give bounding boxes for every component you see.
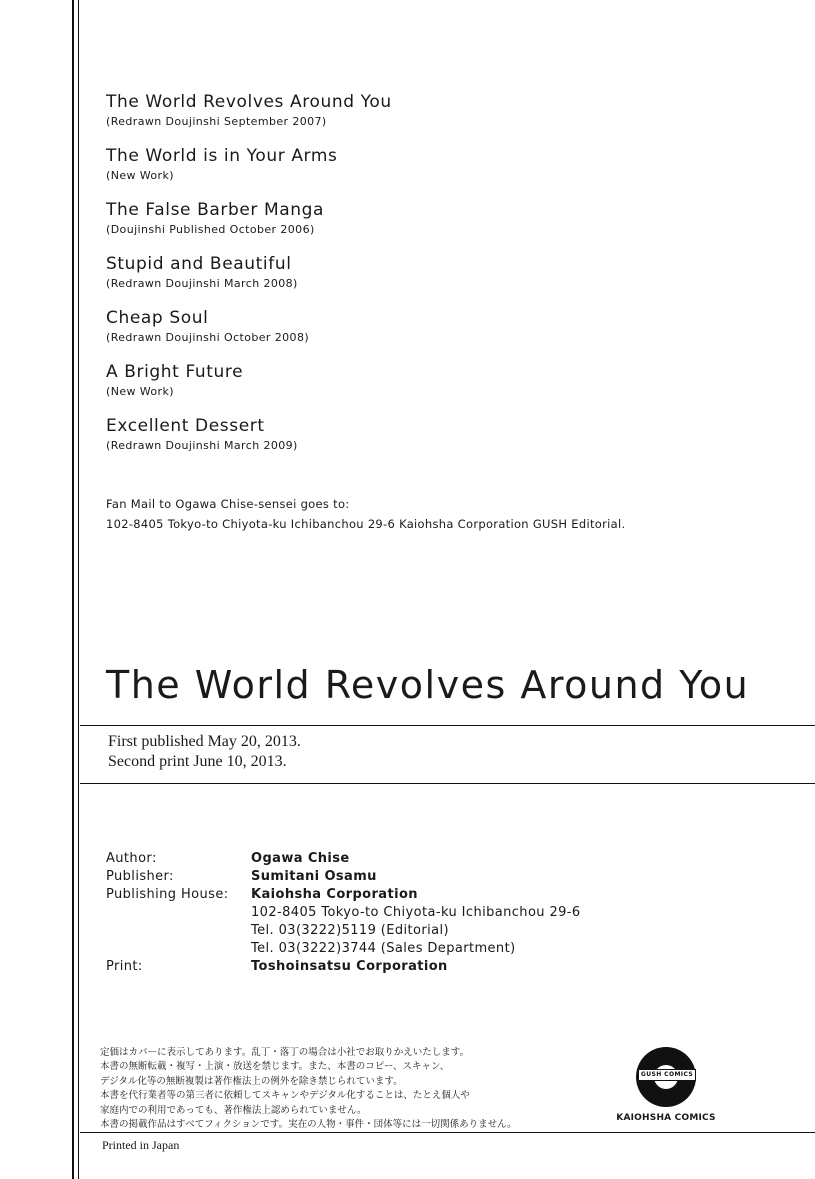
story-note: (Redrawn Doujinshi March 2009) — [106, 439, 298, 452]
credit-row-tel-editorial — [106, 922, 581, 940]
story-entry — [106, 90, 706, 144]
legal-line: 本書の無断転載・複写・上演・放送を禁じます。また、本書のコピー、スキャン、 — [100, 1061, 450, 1073]
credit-label: Print: — [106, 959, 143, 974]
credit-row-author — [106, 850, 581, 868]
credit-value: Sumitani Osamu — [251, 869, 377, 884]
story-title: Cheap Soul — [106, 308, 209, 328]
first-published: First published May 20, 2013. — [108, 733, 301, 750]
story-title: The World is in Your Arms — [106, 146, 338, 166]
divider-bottom — [80, 783, 815, 784]
publisher-logo — [612, 1043, 720, 1131]
credit-row-publisher — [106, 868, 581, 886]
story-title: A Bright Future — [106, 362, 244, 382]
story-title: The World Revolves Around You — [106, 92, 392, 112]
tel-editorial: Tel. 03(3222)5119 (Editorial) — [251, 923, 449, 938]
logo-band-text: GUSH COMICS — [638, 1069, 696, 1081]
fan-mail-address-line: 102-8405 Tokyo-to Chiyota-ku Ichibanchou 29-6 Kaiohsha Corporation GUSH Editorial. — [106, 517, 626, 531]
house-address: 102-8405 Tokyo-to Chiyota-ku Ichibanchou 29-6 — [251, 905, 581, 920]
logo-name: KAIOHSHA COMICS — [616, 1113, 716, 1123]
story-title: Stupid and Beautiful — [106, 254, 292, 274]
story-note: (Redrawn Doujinshi March 2008) — [106, 277, 298, 290]
story-note: (Doujinshi Published October 2006) — [106, 223, 315, 236]
gush-logo-icon — [636, 1047, 696, 1107]
story-note: (Redrawn Doujinshi September 2007) — [106, 115, 327, 128]
credits-block — [106, 850, 581, 976]
legal-line: 定価はカバーに表示してあります。乱丁・落丁の場合は小社でお取りかえいたします。 — [100, 1047, 469, 1058]
credit-value: Toshoinsatsu Corporation — [251, 959, 448, 974]
story-entry — [106, 144, 706, 198]
spine-line-inner — [78, 0, 79, 1179]
credit-label: Publishing House: — [106, 887, 229, 902]
story-list — [106, 90, 706, 468]
tel-sales: Tel. 03(3222)3744 (Sales Department) — [251, 941, 516, 956]
credit-label: Publisher: — [106, 869, 174, 884]
legal-line: 家庭内での利用であっても、著作権法上認められていません。 — [100, 1104, 367, 1116]
book-title: The World Revolves Around You — [106, 663, 750, 707]
spine-line-outer — [72, 0, 74, 1179]
credit-row-tel-sales — [106, 940, 581, 958]
story-entry — [106, 360, 706, 414]
credit-row-print — [106, 958, 581, 976]
story-title: The False Barber Manga — [106, 200, 325, 220]
story-note: (Redrawn Doujinshi October 2008) — [106, 331, 310, 344]
credit-label: Author: — [106, 851, 157, 866]
story-note: (New Work) — [106, 169, 174, 182]
story-entry — [106, 414, 706, 468]
credit-value: Ogawa Chise — [251, 851, 350, 866]
second-print: Second print June 10, 2013. — [108, 753, 287, 770]
legal-line: デジタル化等の無断複製は著作権法上の例外を除き禁じられています。 — [100, 1075, 403, 1087]
legal-line: 本書の掲載作品はすべてフィクションです。実在の人物・事件・団体等には一切関係ありません。 — [100, 1119, 517, 1131]
credit-row-address — [106, 904, 581, 922]
story-note: (New Work) — [106, 385, 174, 398]
fan-mail-line: Fan Mail to Ogawa Chise-sensei goes to: — [106, 497, 350, 511]
legal-notice — [100, 1046, 517, 1132]
story-entry — [106, 198, 706, 252]
divider-footer — [80, 1132, 815, 1133]
legal-line: 本書を代行業者等の第三者に依頼してスキャンやデジタル化することは、たとえ個人や — [100, 1090, 470, 1102]
divider-top — [80, 725, 815, 726]
story-title: Excellent Dessert — [106, 416, 265, 436]
printed-in: Printed in Japan — [102, 1138, 180, 1152]
fan-mail-address — [106, 494, 625, 534]
story-entry — [106, 252, 706, 306]
credit-value: Kaiohsha Corporation — [251, 887, 418, 902]
credit-row-house — [106, 886, 581, 904]
story-entry — [106, 306, 706, 360]
publication-dates — [108, 732, 301, 772]
